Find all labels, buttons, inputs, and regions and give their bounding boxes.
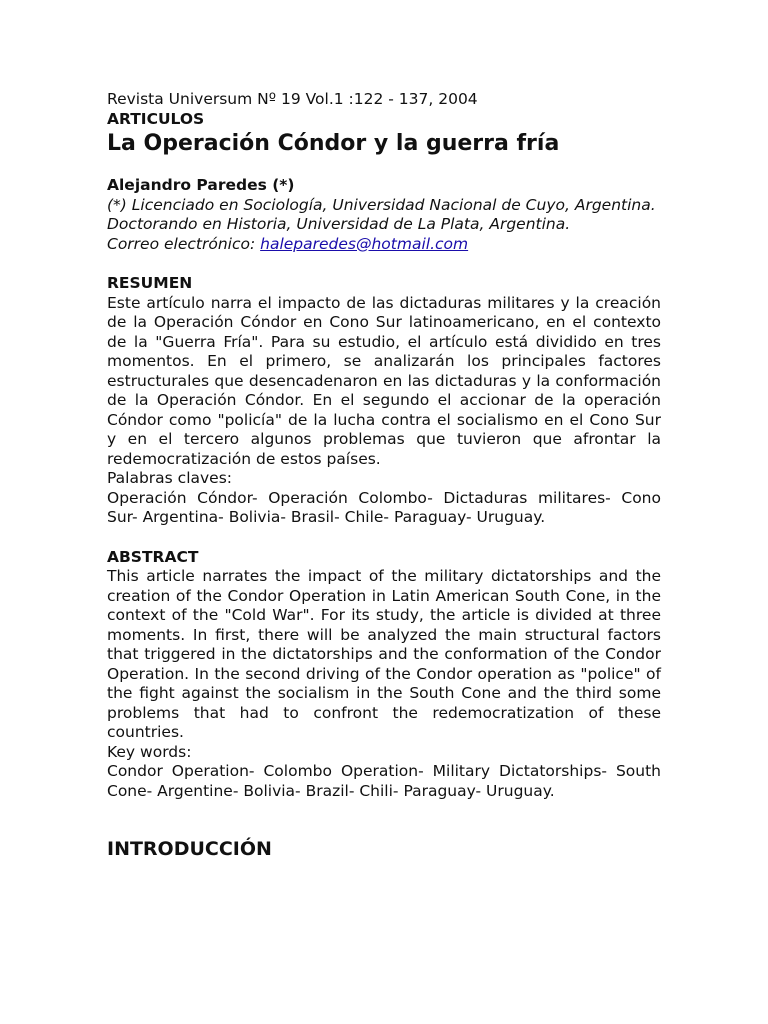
abstract-keywords-label: Key words: [107, 742, 192, 761]
journal-citation: Revista Universum Nº 19 Vol.1 :122 - 137, 2004 [107, 90, 478, 108]
abstract-text: This article narrates the impact of the military dictatorships and the creation of the Condor Operation in Latin American South Cone, in the context of the "Cold War". For its study, the article is divided at three moments. In first, there will be analyzed the main structural factors that triggered in the dictatorships and the conformation of the Condor Operation. In the second driving of the Condor operation as "police" of the fight against the socialism in the South Cone and the third some problems that had to confront the redemocratization of these countries. [107, 567, 661, 741]
article-title: La Operación Cóndor y la guerra fría [107, 131, 560, 156]
author-name: Alejandro Paredes (*) [107, 176, 295, 194]
author-email-line [107, 235, 661, 255]
resumen-keywords-label: Palabras claves: [107, 469, 232, 487]
abstract-keywords: Condor Operation- Colombo Operation- Military Dictatorships- South Cone- Argentine- Bolivia- Brazil- Chili- Paraguay- Uruguay. [107, 762, 661, 800]
resumen-heading: RESUMEN [107, 274, 193, 292]
document-page [107, 90, 661, 861]
resumen-text: Este artículo narra el impacto de las dictaduras militares y la creación de la Operación Cóndor en Cono Sur latinoamericano, en el contexto de la "Guerra Fría". Para su estudio, el artículo está dividido en tres momentos. En el primero, se analizarán los principales factores estructurales que desencadenaron en las dictaduras y la conformación de la Operación Cóndor. En el segundo el accionar de la operación Cóndor como "policía" de la lucha contra el socialismo en el Cono Sur y en el tercero algunos problemas que tuvieron que afrontar la redemocratización de estos países. [107, 293, 661, 468]
email-label: Correo electrónico: [107, 234, 261, 253]
author-affiliation: (*) Licenciado en Sociología, Universidad Nacional de Cuyo, Argentina. Doctorando en Historia, Universidad de La Plata, Argentina. [107, 195, 656, 233]
email-link[interactable]: haleparedes@hotmail.com [260, 234, 469, 253]
abstract-heading: ABSTRACT [107, 547, 199, 566]
intro-heading: INTRODUCCIÓN [107, 838, 272, 860]
resumen-keywords: Operación Cóndor- Operación Colombo- Dictaduras militares- Cono Sur- Argentina- Bolivia- Brasil- Chile- Paraguay- Uruguay. [107, 488, 661, 526]
section-label: ARTICULOS [107, 109, 205, 128]
